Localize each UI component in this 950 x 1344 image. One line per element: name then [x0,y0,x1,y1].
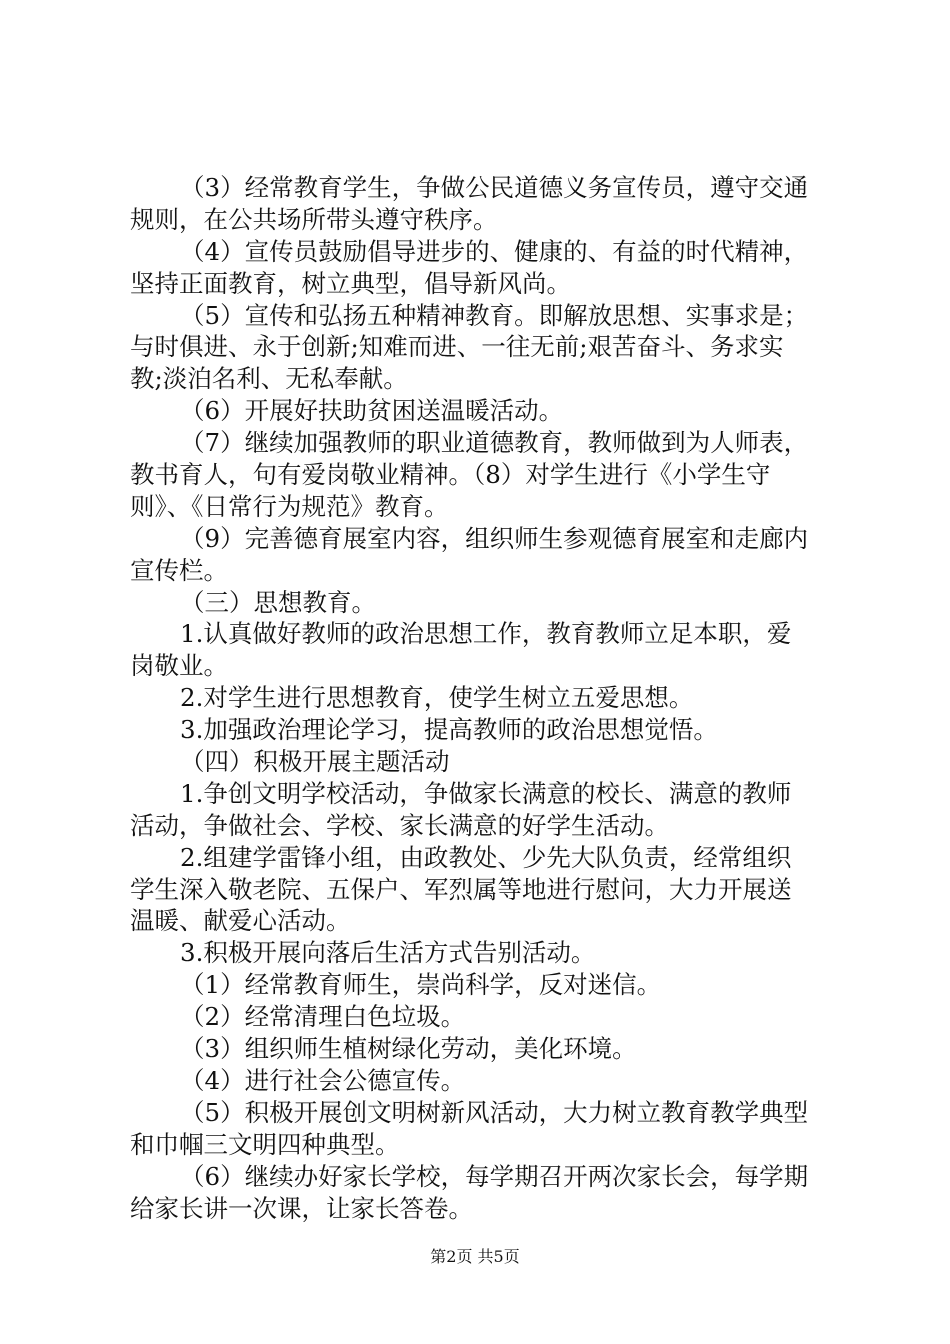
text-line: 岗敬业。 [130,651,228,681]
text-line: （4）进行社会公德宣传。 [180,1065,466,1095]
text-line: （四）积极开展主题活动 [180,747,450,777]
text-line: 和巾帼三文明四种典型。 [130,1129,400,1159]
text-line: （三）思想教育。 [180,587,376,617]
text-line: （3）经常教育学生，争做公民道德义务宣传员，遵守交通 [180,173,809,202]
text-line: 规则，在公共场所带头遵守秩序。 [130,204,498,234]
text-line: 坚持正面教育，树立典型，倡导新风尚。 [130,268,571,298]
text-line: 3.积极开展向落后生活方式告别活动。 [180,938,596,968]
text-line: （7）继续加强教师的职业道德教育，教师做到为人师表， [180,428,809,458]
text-line: 3.加强政治理论学习，提高教师的政治思想觉悟。 [180,715,718,745]
text-line: 活动，争做社会、学校、家长满意的好学生活动。 [130,810,669,840]
text-line: 给家长讲一次课，让家长答卷。 [130,1193,473,1223]
text-line: 则》、《日常行为规范》教育。 [130,491,449,521]
text-line: 1.争创文明学校活动，争做家长满意的校长、满意的教师 [180,778,792,808]
text-line: 教;淡泊名利、无私奉献。 [130,364,408,394]
text-line: 1.认真做好教师的政治思想工作，教育教师立足本职，爱 [180,619,792,649]
text-line: （3）组织师生植树绿化劳动，美化环境。 [180,1034,637,1064]
page-footer: 第2页 共5页 [430,1247,520,1266]
text-line: （6）开展好扶助贫困送温暖活动。 [180,396,564,426]
text-line: （1）经常教育师生，崇尚科学，反对迷信。 [180,970,662,1000]
text-line: （4）宣传员鼓励倡导进步的、健康的、有益的时代精神， [180,236,809,266]
text-line: （2）经常清理白色垃圾。 [180,1002,466,1032]
text-line: （9）完善德育展室内容，组织师生参观德育展室和走廊内 [180,523,809,553]
text-line: 与时俱进、永于创新;知难而进、一往无前;艰苦奋斗、务求实 [130,332,784,362]
document-body [130,172,830,1224]
text-line: 2.对学生进行思想教育，使学生树立五爱思想。 [180,683,694,713]
text-line: 2.组建学雷锋小组，由政教处、少先大队负责，经常组织 [180,842,792,872]
text-line: （5）宣传和弘扬五种精神教育。即解放思想、实事求是； [180,300,809,330]
text-line: 温暖、献爱心活动。 [130,906,351,936]
text-line: 教书育人，句有爱岗敬业精神。（8）对学生进行《小学生守 [130,460,771,490]
text-line: 学生深入敬老院、五保户、军烈属等地进行慰问，大力开展送 [130,874,792,904]
text-line: （6）继续办好家长学校，每学期召开两次家长会，每学期 [180,1161,809,1191]
text-line: （5）积极开展创文明树新风活动，大力树立教育教学典型 [180,1097,809,1127]
text-line: 宣传栏。 [130,555,228,585]
